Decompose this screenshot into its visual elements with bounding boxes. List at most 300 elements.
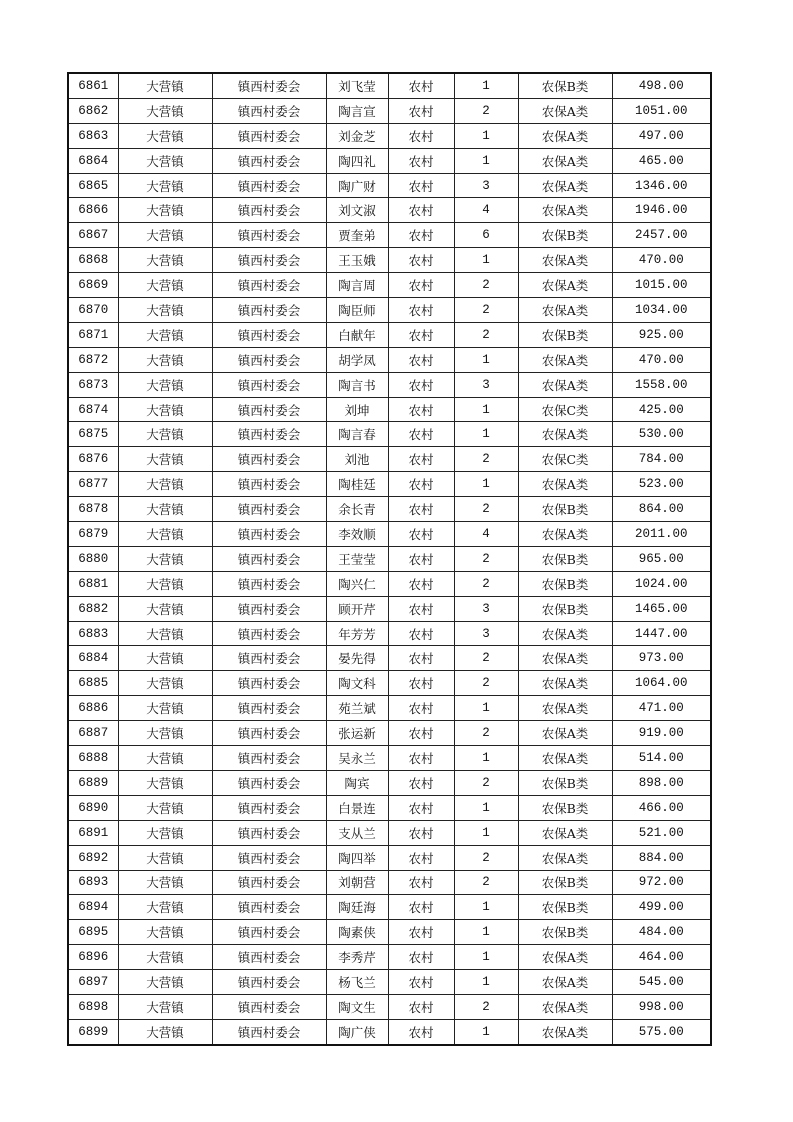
member-count-cell: 2 — [454, 845, 518, 870]
member-count-cell: 2 — [454, 646, 518, 671]
table-row — [68, 372, 711, 397]
row-id-cell: 6861 — [68, 73, 118, 98]
table-row — [68, 845, 711, 870]
insurance-category-cell: 农保A类 — [518, 646, 612, 671]
table-row — [68, 621, 711, 646]
member-count-cell: 1 — [454, 1019, 518, 1044]
household-type-cell: 农村 — [388, 472, 454, 497]
household-type-cell: 农村 — [388, 870, 454, 895]
member-count-cell: 1 — [454, 970, 518, 995]
town-cell: 大营镇 — [118, 148, 212, 173]
row-id-cell: 6897 — [68, 970, 118, 995]
insurance-category-cell: 农保C类 — [518, 447, 612, 472]
person-name-cell: 苑兰斌 — [326, 696, 388, 721]
household-type-cell: 农村 — [388, 945, 454, 970]
village-committee-cell: 镇西村委会 — [212, 770, 326, 795]
insurance-category-cell: 农保A类 — [518, 198, 612, 223]
member-count-cell: 2 — [454, 870, 518, 895]
insurance-category-cell: 农保B类 — [518, 322, 612, 347]
table-row — [68, 472, 711, 497]
row-id-cell: 6892 — [68, 845, 118, 870]
town-cell: 大营镇 — [118, 571, 212, 596]
row-id-cell: 6895 — [68, 920, 118, 945]
household-type-cell: 农村 — [388, 770, 454, 795]
person-name-cell: 白景连 — [326, 795, 388, 820]
town-cell: 大营镇 — [118, 223, 212, 248]
insurance-category-cell: 农保A类 — [518, 696, 612, 721]
row-id-cell: 6894 — [68, 895, 118, 920]
town-cell: 大营镇 — [118, 372, 212, 397]
row-id-cell: 6883 — [68, 621, 118, 646]
amount-cell: 523.00 — [612, 472, 711, 497]
insurance-category-cell: 农保B类 — [518, 795, 612, 820]
insurance-category-cell: 农保A类 — [518, 372, 612, 397]
insurance-category-cell: 农保B类 — [518, 920, 612, 945]
household-type-cell: 农村 — [388, 73, 454, 98]
table-row — [68, 820, 711, 845]
insurance-category-cell: 农保A类 — [518, 123, 612, 148]
town-cell: 大营镇 — [118, 621, 212, 646]
person-name-cell: 顾开芹 — [326, 596, 388, 621]
town-cell: 大营镇 — [118, 273, 212, 298]
household-type-cell: 农村 — [388, 671, 454, 696]
insurance-category-cell: 农保A类 — [518, 945, 612, 970]
town-cell: 大营镇 — [118, 198, 212, 223]
town-cell: 大营镇 — [118, 522, 212, 547]
row-id-cell: 6869 — [68, 273, 118, 298]
household-type-cell: 农村 — [388, 920, 454, 945]
member-count-cell: 2 — [454, 546, 518, 571]
amount-cell: 1346.00 — [612, 173, 711, 198]
person-name-cell: 陶文生 — [326, 994, 388, 1019]
town-cell: 大营镇 — [118, 920, 212, 945]
member-count-cell: 4 — [454, 198, 518, 223]
table-row — [68, 994, 711, 1019]
table-body — [68, 73, 711, 1045]
insurance-category-cell: 农保B类 — [518, 223, 612, 248]
person-name-cell: 李秀芹 — [326, 945, 388, 970]
person-name-cell: 刘金芝 — [326, 123, 388, 148]
village-committee-cell: 镇西村委会 — [212, 920, 326, 945]
amount-cell: 925.00 — [612, 322, 711, 347]
insurance-category-cell: 农保A类 — [518, 248, 612, 273]
town-cell: 大营镇 — [118, 447, 212, 472]
village-committee-cell: 镇西村委会 — [212, 970, 326, 995]
household-type-cell: 农村 — [388, 322, 454, 347]
village-committee-cell: 镇西村委会 — [212, 546, 326, 571]
insurance-category-cell: 农保B类 — [518, 73, 612, 98]
row-id-cell: 6882 — [68, 596, 118, 621]
person-name-cell: 贾奎弟 — [326, 223, 388, 248]
member-count-cell: 1 — [454, 820, 518, 845]
town-cell: 大营镇 — [118, 322, 212, 347]
table-row — [68, 522, 711, 547]
table-row — [68, 795, 711, 820]
row-id-cell: 6870 — [68, 298, 118, 323]
household-type-cell: 农村 — [388, 198, 454, 223]
town-cell: 大营镇 — [118, 422, 212, 447]
insurance-category-cell: 农保A类 — [518, 994, 612, 1019]
amount-cell: 464.00 — [612, 945, 711, 970]
village-committee-cell: 镇西村委会 — [212, 721, 326, 746]
amount-cell: 1015.00 — [612, 273, 711, 298]
household-type-cell: 农村 — [388, 696, 454, 721]
village-committee-cell: 镇西村委会 — [212, 173, 326, 198]
table-row — [68, 1019, 711, 1044]
village-committee-cell: 镇西村委会 — [212, 372, 326, 397]
household-type-cell: 农村 — [388, 422, 454, 447]
amount-cell: 497.00 — [612, 123, 711, 148]
row-id-cell: 6880 — [68, 546, 118, 571]
household-type-cell: 农村 — [388, 223, 454, 248]
insurance-category-cell: 农保A类 — [518, 721, 612, 746]
town-cell: 大营镇 — [118, 671, 212, 696]
town-cell: 大营镇 — [118, 546, 212, 571]
village-committee-cell: 镇西村委会 — [212, 671, 326, 696]
town-cell: 大营镇 — [118, 970, 212, 995]
town-cell: 大营镇 — [118, 945, 212, 970]
town-cell: 大营镇 — [118, 870, 212, 895]
row-id-cell: 6885 — [68, 671, 118, 696]
town-cell: 大营镇 — [118, 696, 212, 721]
table-row — [68, 970, 711, 995]
row-id-cell: 6878 — [68, 497, 118, 522]
member-count-cell: 2 — [454, 322, 518, 347]
table-row — [68, 571, 711, 596]
person-name-cell: 王莹莹 — [326, 546, 388, 571]
member-count-cell: 2 — [454, 273, 518, 298]
person-name-cell: 陶四礼 — [326, 148, 388, 173]
member-count-cell: 2 — [454, 571, 518, 596]
table-row — [68, 671, 711, 696]
town-cell: 大营镇 — [118, 497, 212, 522]
table-row — [68, 596, 711, 621]
table-row — [68, 770, 711, 795]
town-cell: 大营镇 — [118, 98, 212, 123]
row-id-cell: 6868 — [68, 248, 118, 273]
amount-cell: 2011.00 — [612, 522, 711, 547]
town-cell: 大营镇 — [118, 994, 212, 1019]
amount-cell: 1465.00 — [612, 596, 711, 621]
amount-cell: 972.00 — [612, 870, 711, 895]
insurance-category-cell: 农保A类 — [518, 422, 612, 447]
member-count-cell: 1 — [454, 945, 518, 970]
insurance-category-cell: 农保A类 — [518, 298, 612, 323]
person-name-cell: 晏先得 — [326, 646, 388, 671]
village-committee-cell: 镇西村委会 — [212, 522, 326, 547]
town-cell: 大营镇 — [118, 73, 212, 98]
person-name-cell: 刘文淑 — [326, 198, 388, 223]
amount-cell: 575.00 — [612, 1019, 711, 1044]
insurance-category-cell: 农保A类 — [518, 173, 612, 198]
village-committee-cell: 镇西村委会 — [212, 248, 326, 273]
village-committee-cell: 镇西村委会 — [212, 397, 326, 422]
person-name-cell: 吴永兰 — [326, 746, 388, 771]
member-count-cell: 1 — [454, 123, 518, 148]
village-committee-cell: 镇西村委会 — [212, 497, 326, 522]
row-id-cell: 6887 — [68, 721, 118, 746]
village-committee-cell: 镇西村委会 — [212, 98, 326, 123]
row-id-cell: 6886 — [68, 696, 118, 721]
row-id-cell: 6889 — [68, 770, 118, 795]
row-id-cell: 6864 — [68, 148, 118, 173]
town-cell: 大营镇 — [118, 123, 212, 148]
village-committee-cell: 镇西村委会 — [212, 422, 326, 447]
household-type-cell: 农村 — [388, 970, 454, 995]
insurance-category-cell: 农保A类 — [518, 347, 612, 372]
village-committee-cell: 镇西村委会 — [212, 746, 326, 771]
amount-cell: 1034.00 — [612, 298, 711, 323]
member-count-cell: 3 — [454, 621, 518, 646]
household-type-cell: 农村 — [388, 497, 454, 522]
village-committee-cell: 镇西村委会 — [212, 820, 326, 845]
person-name-cell: 杨飞兰 — [326, 970, 388, 995]
town-cell: 大营镇 — [118, 347, 212, 372]
amount-cell: 998.00 — [612, 994, 711, 1019]
row-id-cell: 6867 — [68, 223, 118, 248]
insurance-category-cell: 农保C类 — [518, 397, 612, 422]
town-cell: 大营镇 — [118, 1019, 212, 1044]
row-id-cell: 6898 — [68, 994, 118, 1019]
person-name-cell: 刘坤 — [326, 397, 388, 422]
person-name-cell: 陶言宣 — [326, 98, 388, 123]
amount-cell: 470.00 — [612, 347, 711, 372]
village-committee-cell: 镇西村委会 — [212, 621, 326, 646]
household-type-cell: 农村 — [388, 298, 454, 323]
town-cell: 大营镇 — [118, 845, 212, 870]
household-type-cell: 农村 — [388, 98, 454, 123]
village-committee-cell: 镇西村委会 — [212, 198, 326, 223]
insurance-category-cell: 农保A类 — [518, 98, 612, 123]
village-committee-cell: 镇西村委会 — [212, 945, 326, 970]
member-count-cell: 3 — [454, 596, 518, 621]
insurance-category-cell: 农保B类 — [518, 770, 612, 795]
village-committee-cell: 镇西村委会 — [212, 646, 326, 671]
person-name-cell: 张运新 — [326, 721, 388, 746]
village-committee-cell: 镇西村委会 — [212, 123, 326, 148]
member-count-cell: 1 — [454, 472, 518, 497]
household-type-cell: 农村 — [388, 596, 454, 621]
town-cell: 大营镇 — [118, 173, 212, 198]
row-id-cell: 6879 — [68, 522, 118, 547]
household-type-cell: 农村 — [388, 621, 454, 646]
amount-cell: 1051.00 — [612, 98, 711, 123]
household-type-cell: 农村 — [388, 148, 454, 173]
row-id-cell: 6872 — [68, 347, 118, 372]
insurance-category-cell: 农保A类 — [518, 845, 612, 870]
person-name-cell: 刘池 — [326, 447, 388, 472]
insurance-category-cell: 农保B类 — [518, 870, 612, 895]
table-row — [68, 123, 711, 148]
insurance-category-cell: 农保B类 — [518, 497, 612, 522]
household-type-cell: 农村 — [388, 1019, 454, 1044]
row-id-cell: 6891 — [68, 820, 118, 845]
village-committee-cell: 镇西村委会 — [212, 845, 326, 870]
amount-cell: 425.00 — [612, 397, 711, 422]
insurance-category-cell: 农保A类 — [518, 522, 612, 547]
table-row — [68, 248, 711, 273]
insurance-category-cell: 农保A类 — [518, 746, 612, 771]
person-name-cell: 支从兰 — [326, 820, 388, 845]
person-name-cell: 陶素侠 — [326, 920, 388, 945]
amount-cell: 1024.00 — [612, 571, 711, 596]
village-committee-cell: 镇西村委会 — [212, 273, 326, 298]
member-count-cell: 2 — [454, 298, 518, 323]
member-count-cell: 1 — [454, 397, 518, 422]
household-type-cell: 农村 — [388, 571, 454, 596]
amount-cell: 471.00 — [612, 696, 711, 721]
member-count-cell: 3 — [454, 173, 518, 198]
table-row — [68, 870, 711, 895]
village-committee-cell: 镇西村委会 — [212, 447, 326, 472]
village-committee-cell: 镇西村委会 — [212, 596, 326, 621]
amount-cell: 530.00 — [612, 422, 711, 447]
row-id-cell: 6863 — [68, 123, 118, 148]
household-type-cell: 农村 — [388, 721, 454, 746]
household-type-cell: 农村 — [388, 248, 454, 273]
person-name-cell: 陶桂廷 — [326, 472, 388, 497]
member-count-cell: 2 — [454, 671, 518, 696]
household-type-cell: 农村 — [388, 397, 454, 422]
table-row — [68, 173, 711, 198]
member-count-cell: 1 — [454, 895, 518, 920]
row-id-cell: 6874 — [68, 397, 118, 422]
table-row — [68, 422, 711, 447]
person-name-cell: 陶兴仁 — [326, 571, 388, 596]
member-count-cell: 1 — [454, 422, 518, 447]
amount-cell: 1447.00 — [612, 621, 711, 646]
table-row — [68, 497, 711, 522]
amount-cell: 521.00 — [612, 820, 711, 845]
member-count-cell: 1 — [454, 696, 518, 721]
village-committee-cell: 镇西村委会 — [212, 347, 326, 372]
household-type-cell: 农村 — [388, 447, 454, 472]
household-type-cell: 农村 — [388, 994, 454, 1019]
row-id-cell: 6865 — [68, 173, 118, 198]
town-cell: 大营镇 — [118, 472, 212, 497]
member-count-cell: 2 — [454, 497, 518, 522]
member-count-cell: 6 — [454, 223, 518, 248]
amount-cell: 898.00 — [612, 770, 711, 795]
insurance-category-cell: 农保A类 — [518, 273, 612, 298]
table-row — [68, 347, 711, 372]
member-count-cell: 1 — [454, 73, 518, 98]
table-row — [68, 895, 711, 920]
town-cell: 大营镇 — [118, 795, 212, 820]
amount-cell: 545.00 — [612, 970, 711, 995]
household-type-cell: 农村 — [388, 795, 454, 820]
amount-cell: 466.00 — [612, 795, 711, 820]
table-row — [68, 546, 711, 571]
household-type-cell: 农村 — [388, 123, 454, 148]
member-count-cell: 1 — [454, 795, 518, 820]
person-name-cell: 陶广财 — [326, 173, 388, 198]
person-name-cell: 刘朝营 — [326, 870, 388, 895]
table-row — [68, 73, 711, 98]
table-row — [68, 148, 711, 173]
member-count-cell: 2 — [454, 98, 518, 123]
person-name-cell: 李效顺 — [326, 522, 388, 547]
village-committee-cell: 镇西村委会 — [212, 148, 326, 173]
insurance-category-cell: 农保B类 — [518, 895, 612, 920]
insurance-category-cell: 农保A类 — [518, 820, 612, 845]
table-row — [68, 298, 711, 323]
row-id-cell: 6881 — [68, 571, 118, 596]
amount-cell: 514.00 — [612, 746, 711, 771]
row-id-cell: 6876 — [68, 447, 118, 472]
village-committee-cell: 镇西村委会 — [212, 870, 326, 895]
amount-cell: 884.00 — [612, 845, 711, 870]
member-count-cell: 1 — [454, 347, 518, 372]
person-name-cell: 年芳芳 — [326, 621, 388, 646]
household-type-cell: 农村 — [388, 173, 454, 198]
table-row — [68, 447, 711, 472]
amount-cell: 1064.00 — [612, 671, 711, 696]
household-type-cell: 农村 — [388, 372, 454, 397]
member-count-cell: 1 — [454, 746, 518, 771]
relief-roster-table — [67, 72, 712, 1046]
town-cell: 大营镇 — [118, 746, 212, 771]
amount-cell: 919.00 — [612, 721, 711, 746]
table-row — [68, 223, 711, 248]
person-name-cell: 陶臣师 — [326, 298, 388, 323]
town-cell: 大营镇 — [118, 298, 212, 323]
insurance-category-cell: 农保B类 — [518, 546, 612, 571]
member-count-cell: 3 — [454, 372, 518, 397]
row-id-cell: 6884 — [68, 646, 118, 671]
town-cell: 大营镇 — [118, 248, 212, 273]
row-id-cell: 6888 — [68, 746, 118, 771]
person-name-cell: 余长青 — [326, 497, 388, 522]
village-committee-cell: 镇西村委会 — [212, 298, 326, 323]
row-id-cell: 6871 — [68, 322, 118, 347]
town-cell: 大营镇 — [118, 596, 212, 621]
village-committee-cell: 镇西村委会 — [212, 994, 326, 1019]
table-row — [68, 696, 711, 721]
member-count-cell: 2 — [454, 994, 518, 1019]
household-type-cell: 农村 — [388, 522, 454, 547]
insurance-category-cell: 农保A类 — [518, 970, 612, 995]
member-count-cell: 1 — [454, 920, 518, 945]
town-cell: 大营镇 — [118, 895, 212, 920]
village-committee-cell: 镇西村委会 — [212, 795, 326, 820]
amount-cell: 864.00 — [612, 497, 711, 522]
household-type-cell: 农村 — [388, 347, 454, 372]
household-type-cell: 农村 — [388, 895, 454, 920]
table-row — [68, 721, 711, 746]
village-committee-cell: 镇西村委会 — [212, 895, 326, 920]
table-row — [68, 198, 711, 223]
village-committee-cell: 镇西村委会 — [212, 571, 326, 596]
table-row — [68, 646, 711, 671]
insurance-category-cell: 农保A类 — [518, 1019, 612, 1044]
insurance-category-cell: 农保A类 — [518, 621, 612, 646]
table-row — [68, 945, 711, 970]
household-type-cell: 农村 — [388, 746, 454, 771]
household-type-cell: 农村 — [388, 646, 454, 671]
insurance-category-cell: 农保A类 — [518, 148, 612, 173]
insurance-category-cell: 农保A类 — [518, 472, 612, 497]
amount-cell: 470.00 — [612, 248, 711, 273]
amount-cell: 1558.00 — [612, 372, 711, 397]
row-id-cell: 6862 — [68, 98, 118, 123]
household-type-cell: 农村 — [388, 845, 454, 870]
amount-cell: 498.00 — [612, 73, 711, 98]
person-name-cell: 陶广侠 — [326, 1019, 388, 1044]
table-row — [68, 746, 711, 771]
village-committee-cell: 镇西村委会 — [212, 223, 326, 248]
village-committee-cell: 镇西村委会 — [212, 472, 326, 497]
